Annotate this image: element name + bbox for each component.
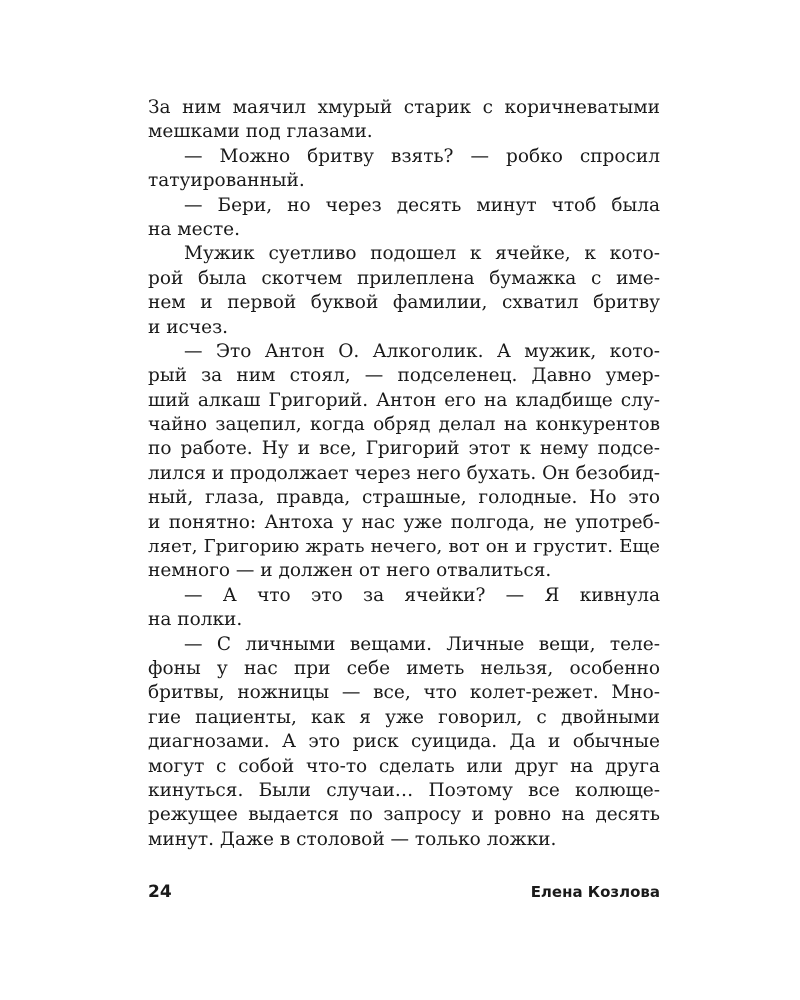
text-line: нем и первой буквой фамилии, схватил бритву (148, 292, 660, 314)
text-line: татуированный. (148, 170, 305, 192)
text-line: по работе. Ну и все, Григорий этот к нему подсе- (148, 438, 660, 460)
text-line: — С личными вещами. Личные вещи, теле- (184, 633, 660, 655)
text-line: — А что это за ячейки? — Я кивнула (184, 584, 660, 606)
page-footer (148, 882, 660, 908)
text-line: — Это Антон О. Алкоголик. А мужик, кото- (184, 340, 660, 362)
text-line: лился и продолжает через него бухать. Он безобид- (148, 462, 660, 484)
text-line: на месте. (148, 218, 241, 240)
text-line: кинуться. Были случаи… Поэтому все колюще- (148, 779, 660, 801)
text-line: ляет, Григорию жрать нечего, вот он и грустит. Еще (148, 536, 660, 558)
body-text (148, 96, 660, 852)
text-line: рый за ним стоял, — подселенец. Давно умер- (148, 365, 660, 387)
text-line: чайно зацепил, когда обряд делал на конкурентов (148, 414, 660, 436)
text-line: — Можно бритву взять? — робко спросил (184, 145, 660, 167)
text-line: ный, глаза, правда, страшные, голодные. Но это (148, 487, 660, 509)
text-line: мешками под глазами. (148, 121, 373, 143)
text-line: минут. Даже в столовой — только ложки. (148, 828, 557, 850)
text-line: режущее выдается по запросу и ровно на десять (148, 804, 660, 826)
page-number: 24 (148, 882, 172, 902)
text-line: фоны у нас при себе иметь нельзя, особенно (148, 657, 660, 679)
text-line: ший алкаш Григорий. Антон его на кладбище слу- (148, 389, 660, 411)
text-line: на полки. (148, 609, 243, 631)
text-line: рой была скотчем прилеплена бумажка с име- (148, 267, 660, 289)
text-line: и понятно: Антоха у нас уже полгода, не употреб- (148, 511, 660, 533)
author-name: Елена Козлова (530, 883, 660, 901)
text-line: немного — и должен от него отвалиться. (148, 560, 552, 582)
text-line: могут с собой что-то сделать или друг на друга (148, 755, 660, 777)
text-line: — Бери, но через десять минут чтоб была (184, 194, 660, 216)
text-line: бритвы, ножницы — все, что колет-режет. Мно- (148, 682, 660, 704)
text-line: Мужик суетливо подошел к ячейке, к кото- (184, 243, 660, 265)
text-line: и исчез. (148, 316, 229, 338)
text-line: диагнозами. А это риск суицида. Да и обычные (148, 731, 660, 753)
text-line: гие пациенты, как я уже говорил, с двойными (148, 706, 660, 728)
text-line: За ним маячил хмурый старик с коричневатыми (148, 97, 660, 118)
